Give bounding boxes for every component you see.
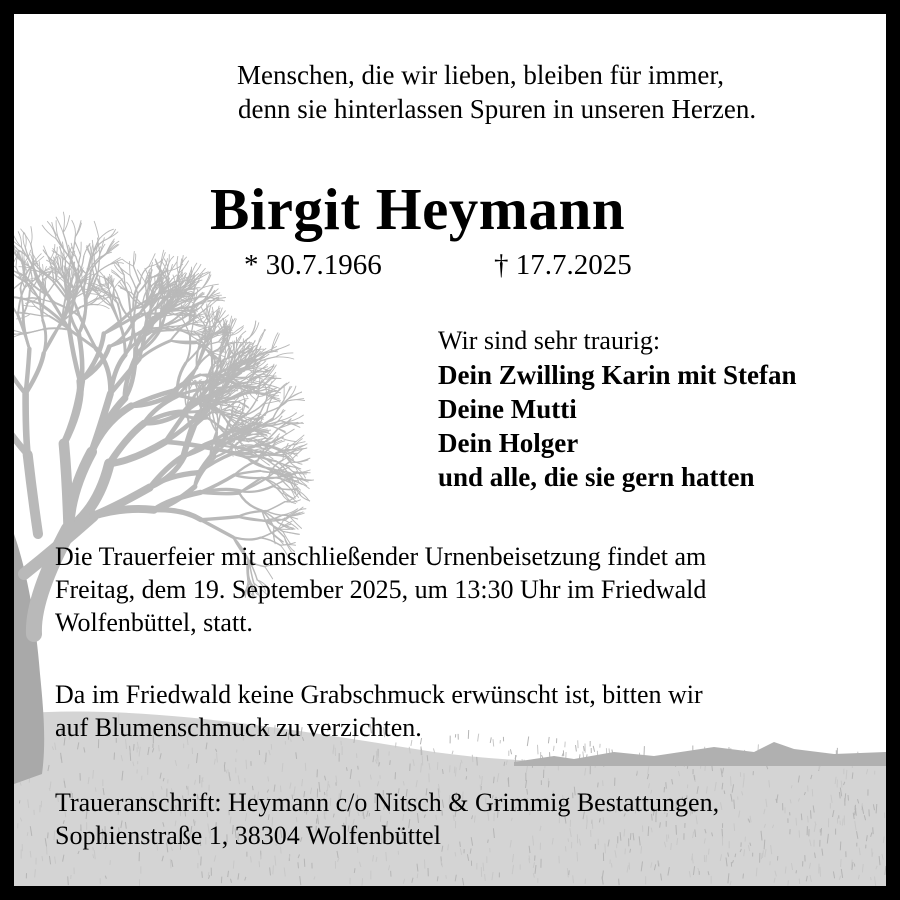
flowers-line: auf Blumenschmuck zu verzichten.	[55, 713, 422, 742]
distant-treeline	[514, 742, 886, 766]
quote-line-2: denn sie hinterlassen Spuren in unseren Herzen.	[238, 94, 757, 124]
ceremony-line: Wolfenbüttel, statt.	[55, 608, 253, 637]
ceremony-line: Freitag, dem 19. September 2025, um 13:30 Uhr im Friedwald	[55, 575, 707, 604]
ceremony-notice	[55, 540, 706, 639]
address-line: Sophienstraße 1, 38304 Wolfenbüttel	[55, 821, 441, 850]
mourner-entry: Deine Mutti	[438, 394, 577, 424]
mourner-entry: und alle, die sie gern hatten	[438, 462, 755, 492]
memorial-quote	[237, 58, 756, 126]
mourner-entry: Dein Zwilling Karin mit Stefan	[438, 360, 797, 390]
death-date: † 17.7.2025	[494, 249, 632, 281]
mourner-entry: Dein Holger	[438, 428, 579, 458]
quote-line-1: Menschen, die wir lieben, bleiben für immer,	[237, 60, 725, 90]
mourners-block	[438, 324, 797, 494]
flowers-notice	[55, 678, 703, 744]
mourning-address	[55, 786, 719, 852]
mourners-intro: Wir sind sehr traurig:	[438, 326, 661, 355]
flowers-line: Da im Friedwald keine Grabschmuck erwünscht ist, bitten wir	[55, 680, 703, 709]
ceremony-line: Die Trauerfeier mit anschließender Urnenbeisetzung findet am	[55, 542, 707, 571]
deceased-name: Birgit Heymann	[210, 176, 626, 242]
address-line: Traueranschrift: Heymann c/o Nitsch & Grimmig Bestattungen,	[55, 788, 720, 817]
birth-date: * 30.7.1966	[244, 249, 382, 281]
